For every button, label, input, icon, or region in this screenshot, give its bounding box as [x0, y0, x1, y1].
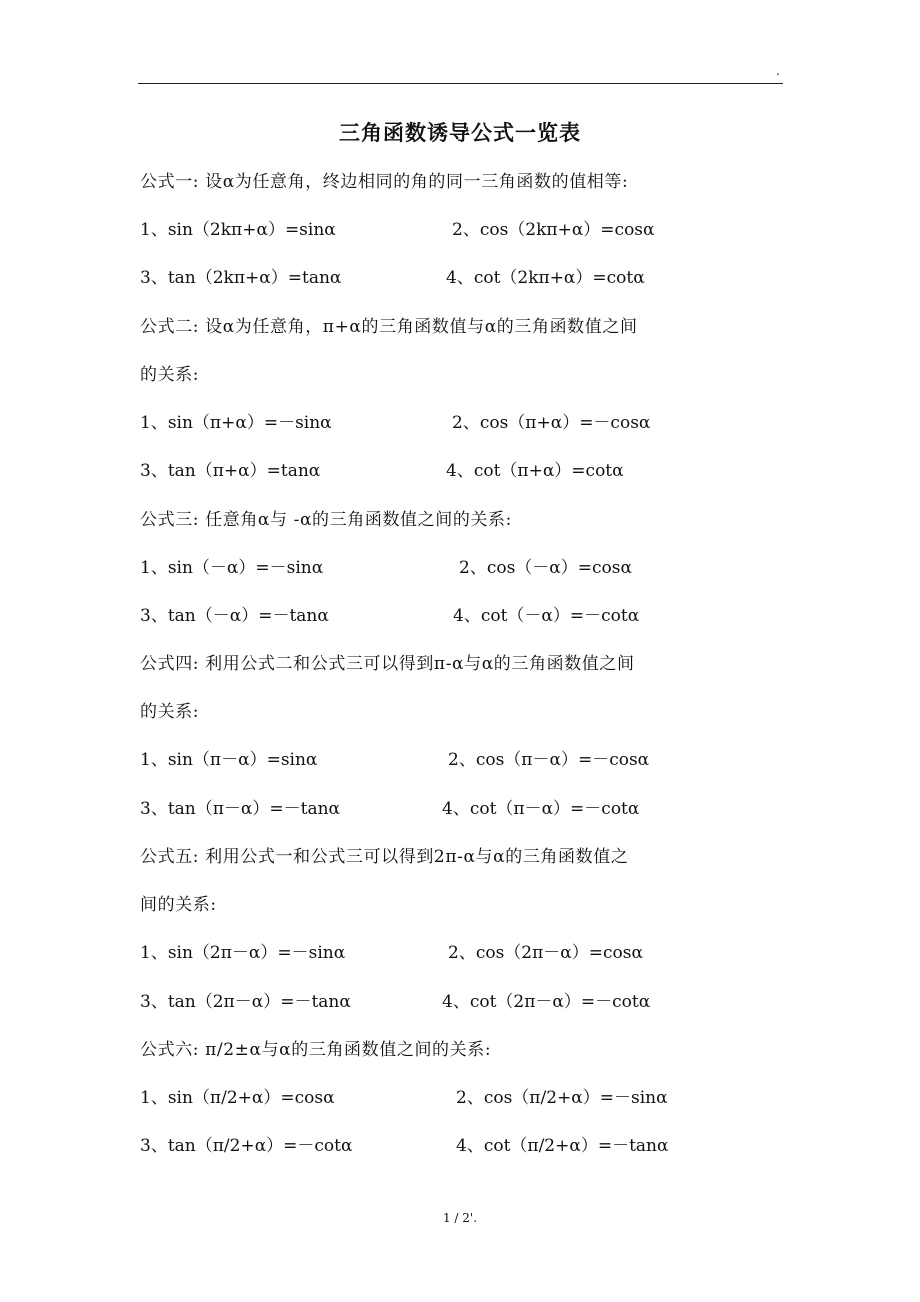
- formula-2-intro-cont: 的关系:: [140, 365, 200, 385]
- header-dot: .: [776, 64, 780, 78]
- formula-5-item-2: 2、cos（2π－α）=cosα: [448, 943, 643, 963]
- formula-3-item-2: 2、cos（－α）=cosα: [459, 558, 632, 578]
- formula-1-item-4: 4、cot（2kπ+α）=cotα: [446, 268, 645, 288]
- formula-4-item-1: 1、sin（π－α）=sinα: [140, 750, 318, 770]
- formula-4-intro-cont: 的关系:: [140, 702, 200, 722]
- formula-3-item-3: 3、tan（－α）=－tanα: [140, 606, 329, 626]
- formula-6-item-3: 3、tan（π/2+α）=－cotα: [140, 1136, 353, 1156]
- formula-4-item-4: 4、cot（π－α）=－cotα: [442, 799, 640, 819]
- formula-1-item-3: 3、tan（2kπ+α）=tanα: [140, 268, 342, 288]
- formula-5-item-4: 4、cot（2π－α）=－cotα: [442, 992, 651, 1012]
- formula-4-intro: 公式四: 利用公式二和公式三可以得到π-α与α的三角函数值之间: [140, 654, 635, 674]
- formula-3-intro: 公式三: 任意角α与 -α的三角函数值之间的关系:: [140, 510, 512, 530]
- formula-5-intro-cont: 间的关系:: [140, 895, 217, 915]
- formula-3-item-1: 1、sin（－α）=－sinα: [140, 558, 324, 578]
- header-rule: [138, 83, 783, 84]
- page-number: 1 / 2'.: [442, 1211, 478, 1225]
- formula-5-intro: 公式五: 利用公式一和公式三可以得到2π-α与α的三角函数值之: [140, 847, 629, 867]
- formula-1-intro: 公式一: 设α为任意角，终边相同的角的同一三角函数的值相等:: [140, 172, 629, 192]
- formula-1-item-2: 2、cos（2kπ+α）=cosα: [452, 220, 655, 240]
- formula-5-item-3: 3、tan（2π－α）=－tanα: [140, 992, 351, 1012]
- formula-2-item-2: 2、cos（π+α）=－cosα: [452, 413, 651, 433]
- formula-1-item-1: 1、sin（2kπ+α）=sinα: [140, 220, 336, 240]
- formula-4-item-2: 2、cos（π－α）=－cosα: [448, 750, 650, 770]
- formula-3-item-4: 4、cot（－α）=－cotα: [453, 606, 640, 626]
- formula-4-item-3: 3、tan（π－α）=－tanα: [140, 799, 341, 819]
- formula-5-item-1: 1、sin（2π－α）=－sinα: [140, 943, 346, 963]
- formula-6-intro: 公式六: π/2±α与α的三角函数值之间的关系:: [140, 1040, 492, 1060]
- formula-6-item-1: 1、sin（π/2+α）=cosα: [140, 1088, 335, 1108]
- page-title: 三角函数诱导公式一览表: [339, 120, 581, 145]
- formula-2-item-3: 3、tan（π+α）=tanα: [140, 461, 321, 481]
- formula-2-item-1: 1、sin（π+α）=－sinα: [140, 413, 332, 433]
- formula-2-intro: 公式二: 设α为任意角，π+α的三角函数值与α的三角函数值之间: [140, 317, 638, 337]
- formula-6-item-4: 4、cot（π/2+α）=－tanα: [456, 1136, 669, 1156]
- formula-2-item-4: 4、cot（π+α）=cotα: [446, 461, 624, 481]
- formula-6-item-2: 2、cos（π/2+α）=－sinα: [456, 1088, 668, 1108]
